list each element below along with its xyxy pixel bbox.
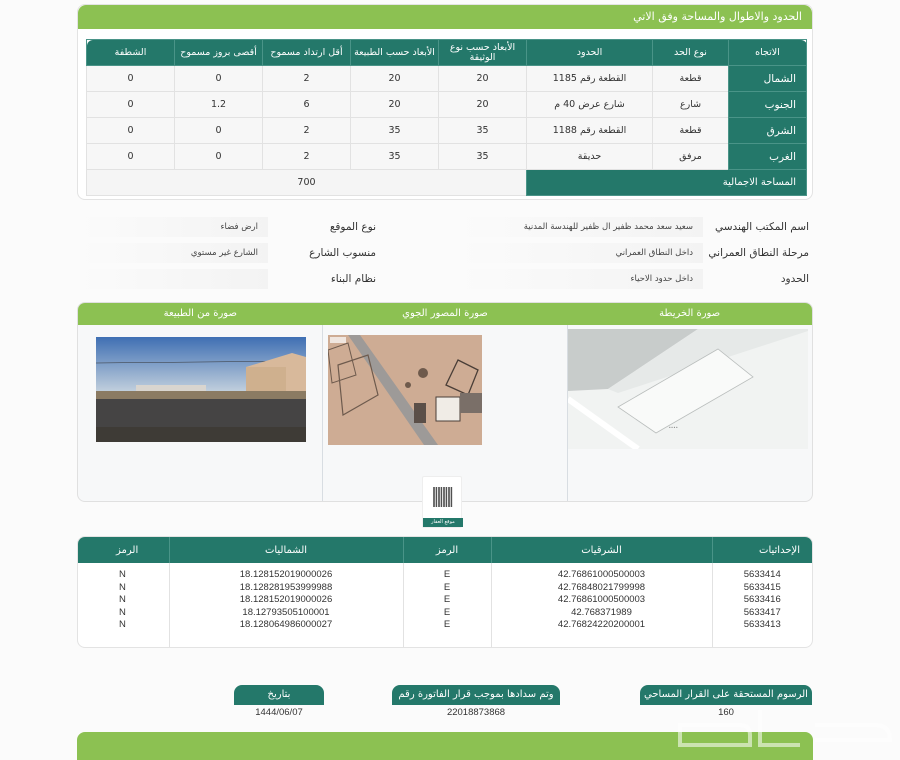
date-value: 1444/06/07 <box>255 707 303 718</box>
coord-value: 5633414 <box>743 569 781 580</box>
total-area-row <box>87 170 807 196</box>
dim-nature-cell: 20 <box>351 92 439 118</box>
min-setback-cell: 2 <box>263 144 351 170</box>
coord-value: 5633417 <box>743 606 781 618</box>
chamfer-cell: 0 <box>87 92 175 118</box>
boundary-type-cell: شارع <box>653 92 729 118</box>
coordinates-table <box>77 537 812 648</box>
boundaries-header-row <box>87 40 807 66</box>
northing-value: 18.12793505100001 <box>242 606 330 618</box>
photos-header <box>78 303 812 325</box>
qr-label: موقع العقار <box>423 518 463 527</box>
info-label: الحدود <box>780 273 809 285</box>
header-direction: الاتجاه <box>729 40 807 66</box>
e-symbol-value: E <box>443 581 451 593</box>
info-value: داخل النطاق العمراني <box>458 243 703 263</box>
e-symbol-column <box>403 563 491 648</box>
easting-value: 42.76861000500003 <box>557 569 646 580</box>
direction-cell: الشمال <box>729 66 807 92</box>
northing-value: 18.128064986000027 <box>239 619 333 630</box>
min-setback-cell: 2 <box>263 66 351 92</box>
dim-doc-cell: 35 <box>439 118 527 144</box>
coord-value: 5633416 <box>743 594 781 605</box>
photos-card <box>77 302 813 502</box>
qr-code-icon <box>433 487 453 507</box>
header-northing: الشماليات <box>169 537 403 563</box>
info-value: داخل حدود الاحياء <box>458 269 703 289</box>
header-coord: الإحداثيات <box>712 537 812 563</box>
chamfer-cell: 0 <box>87 66 175 92</box>
n-symbol-column <box>77 563 169 648</box>
info-value: سعيد سعد محمد ظفير ال ظفير للهندسة المدنية <box>458 217 703 237</box>
aerial-image <box>328 335 482 445</box>
northing-value: 18.128152019000026 <box>239 569 333 580</box>
e-symbol-value: E <box>443 569 451 580</box>
qr-code-card[interactable] <box>422 476 462 528</box>
header-boundaries: الحدود <box>527 40 653 66</box>
min-setback-cell: 2 <box>263 118 351 144</box>
table-row <box>87 144 807 170</box>
n-symbol-value: N <box>119 619 126 630</box>
coordinates-body-row <box>77 563 812 648</box>
direction-cell: الغرب <box>729 144 807 170</box>
northing-value: 18.128152019000026 <box>239 594 333 605</box>
svg-text:••••: •••• <box>668 425 678 430</box>
info-right-column <box>458 217 813 289</box>
info-label: اسم المكتب الهندسي <box>714 221 809 233</box>
nature-photo-label: صورة من الطبيعة <box>163 308 237 319</box>
n-symbol-value: N <box>119 606 126 618</box>
coordinates-header-row <box>77 537 812 563</box>
direction-cell: الشرق <box>729 118 807 144</box>
nature-image <box>96 337 306 442</box>
info-row-engineering-office <box>458 217 813 237</box>
e-symbol-value: E <box>443 606 451 618</box>
easting-column <box>491 563 712 648</box>
info-row-site-type <box>80 217 380 237</box>
direction-cell: الجنوب <box>729 92 807 118</box>
boundaries-title: الحدود والاطوال والمساحة وفق الاتي <box>78 5 812 29</box>
map-photo-column <box>567 325 812 502</box>
info-value: الشارع غير مستوي <box>80 243 268 263</box>
map-photo-label: صورة الخريطة <box>659 308 721 319</box>
dim-nature-cell: 35 <box>351 118 439 144</box>
info-label: نوع الموقع <box>329 221 376 233</box>
coord-value: 5633413 <box>743 619 781 630</box>
header-boundary-type: نوع الحد <box>653 40 729 66</box>
header-e-symbol: الرمز <box>403 537 491 563</box>
invoice-block <box>392 685 560 721</box>
max-projection-cell: 0 <box>175 66 263 92</box>
boundaries-cell: القطعة رقم 1185 <box>527 66 653 92</box>
date-label: بتاريخ <box>234 685 324 705</box>
header-min-setback: أقل ارتداد مسموح <box>263 40 351 66</box>
e-symbol-value: E <box>443 594 451 605</box>
dim-nature-cell: 20 <box>351 66 439 92</box>
watermark-logo-icon <box>640 700 900 760</box>
boundaries-cell: حديقة <box>527 144 653 170</box>
info-value <box>80 269 268 289</box>
boundaries-table <box>86 39 807 196</box>
e-symbol-value: E <box>443 619 451 630</box>
chamfer-cell: 0 <box>87 144 175 170</box>
boundaries-cell: القطعة رقم 1188 <box>527 118 653 144</box>
header-easting: الشرقيات <box>491 537 712 563</box>
coord-value: 5633415 <box>743 581 781 593</box>
min-setback-cell: 6 <box>263 92 351 118</box>
info-left-column <box>80 217 380 289</box>
map-image <box>568 329 808 449</box>
table-row <box>87 66 807 92</box>
boundaries-card <box>77 4 813 200</box>
boundaries-cell: شارع عرض 40 م <box>527 92 653 118</box>
info-value: ارض فضاء <box>80 217 268 237</box>
header-dim-nature: الأبعاد حسب الطبيعة <box>351 40 439 66</box>
header-chamfer: الشطفة <box>87 40 175 66</box>
chamfer-cell: 0 <box>87 118 175 144</box>
info-label: مرحلة النطاق العمراني <box>708 247 809 259</box>
boundary-type-cell: قطعة <box>653 118 729 144</box>
nature-photo-column <box>77 325 322 502</box>
easting-value: 42.76848021799998 <box>557 581 646 593</box>
max-projection-cell: 0 <box>175 118 263 144</box>
info-row-limits <box>458 269 813 289</box>
header-n-symbol: الرمز <box>77 537 169 563</box>
dim-doc-cell: 35 <box>439 144 527 170</box>
header-max-projection: أقصى بروز مسموح <box>175 40 263 66</box>
coordinates-card <box>77 536 813 648</box>
aerial-photo-label: صورة المصور الجوي <box>402 308 488 319</box>
max-projection-cell: 1.2 <box>175 92 263 118</box>
total-area-label: المساحة الاجمالية <box>527 170 807 196</box>
easting-value: 42.76824220200001 <box>557 619 646 630</box>
northing-column <box>169 563 403 648</box>
date-block <box>234 685 324 721</box>
easting-value: 42.76861000500003 <box>557 594 646 605</box>
fees-value: 160 <box>718 707 734 718</box>
dim-doc-cell: 20 <box>439 66 527 92</box>
table-row <box>87 92 807 118</box>
northing-value: 18.128281953999988 <box>239 581 333 593</box>
total-area-value: 700 <box>87 170 527 196</box>
fees-label: الرسوم المستحقة على القرار المساحي <box>640 685 812 705</box>
info-row-building-system <box>80 269 380 289</box>
invoice-label: وتم سدادها بموجب قرار الفاتورة رقم <box>392 685 560 705</box>
boundary-type-cell: قطعة <box>653 66 729 92</box>
n-symbol-value: N <box>119 594 126 605</box>
header-dim-doc: الأبعاد حسب نوع الوثيقة <box>439 40 527 66</box>
coord-column <box>712 563 812 648</box>
dim-nature-cell: 35 <box>351 144 439 170</box>
max-projection-cell: 0 <box>175 144 263 170</box>
boundary-type-cell: مرفق <box>653 144 729 170</box>
info-row-street-level <box>80 243 380 263</box>
n-symbol-value: N <box>119 569 126 580</box>
info-label: نظام البناء <box>330 273 376 285</box>
info-row-urban-phase <box>458 243 813 263</box>
n-symbol-value: N <box>119 581 126 593</box>
info-label: منسوب الشارع <box>309 247 376 259</box>
invoice-value: 22018873868 <box>446 707 506 718</box>
easting-value: 42.768371989 <box>571 606 632 618</box>
dim-doc-cell: 20 <box>439 92 527 118</box>
table-row <box>87 118 807 144</box>
